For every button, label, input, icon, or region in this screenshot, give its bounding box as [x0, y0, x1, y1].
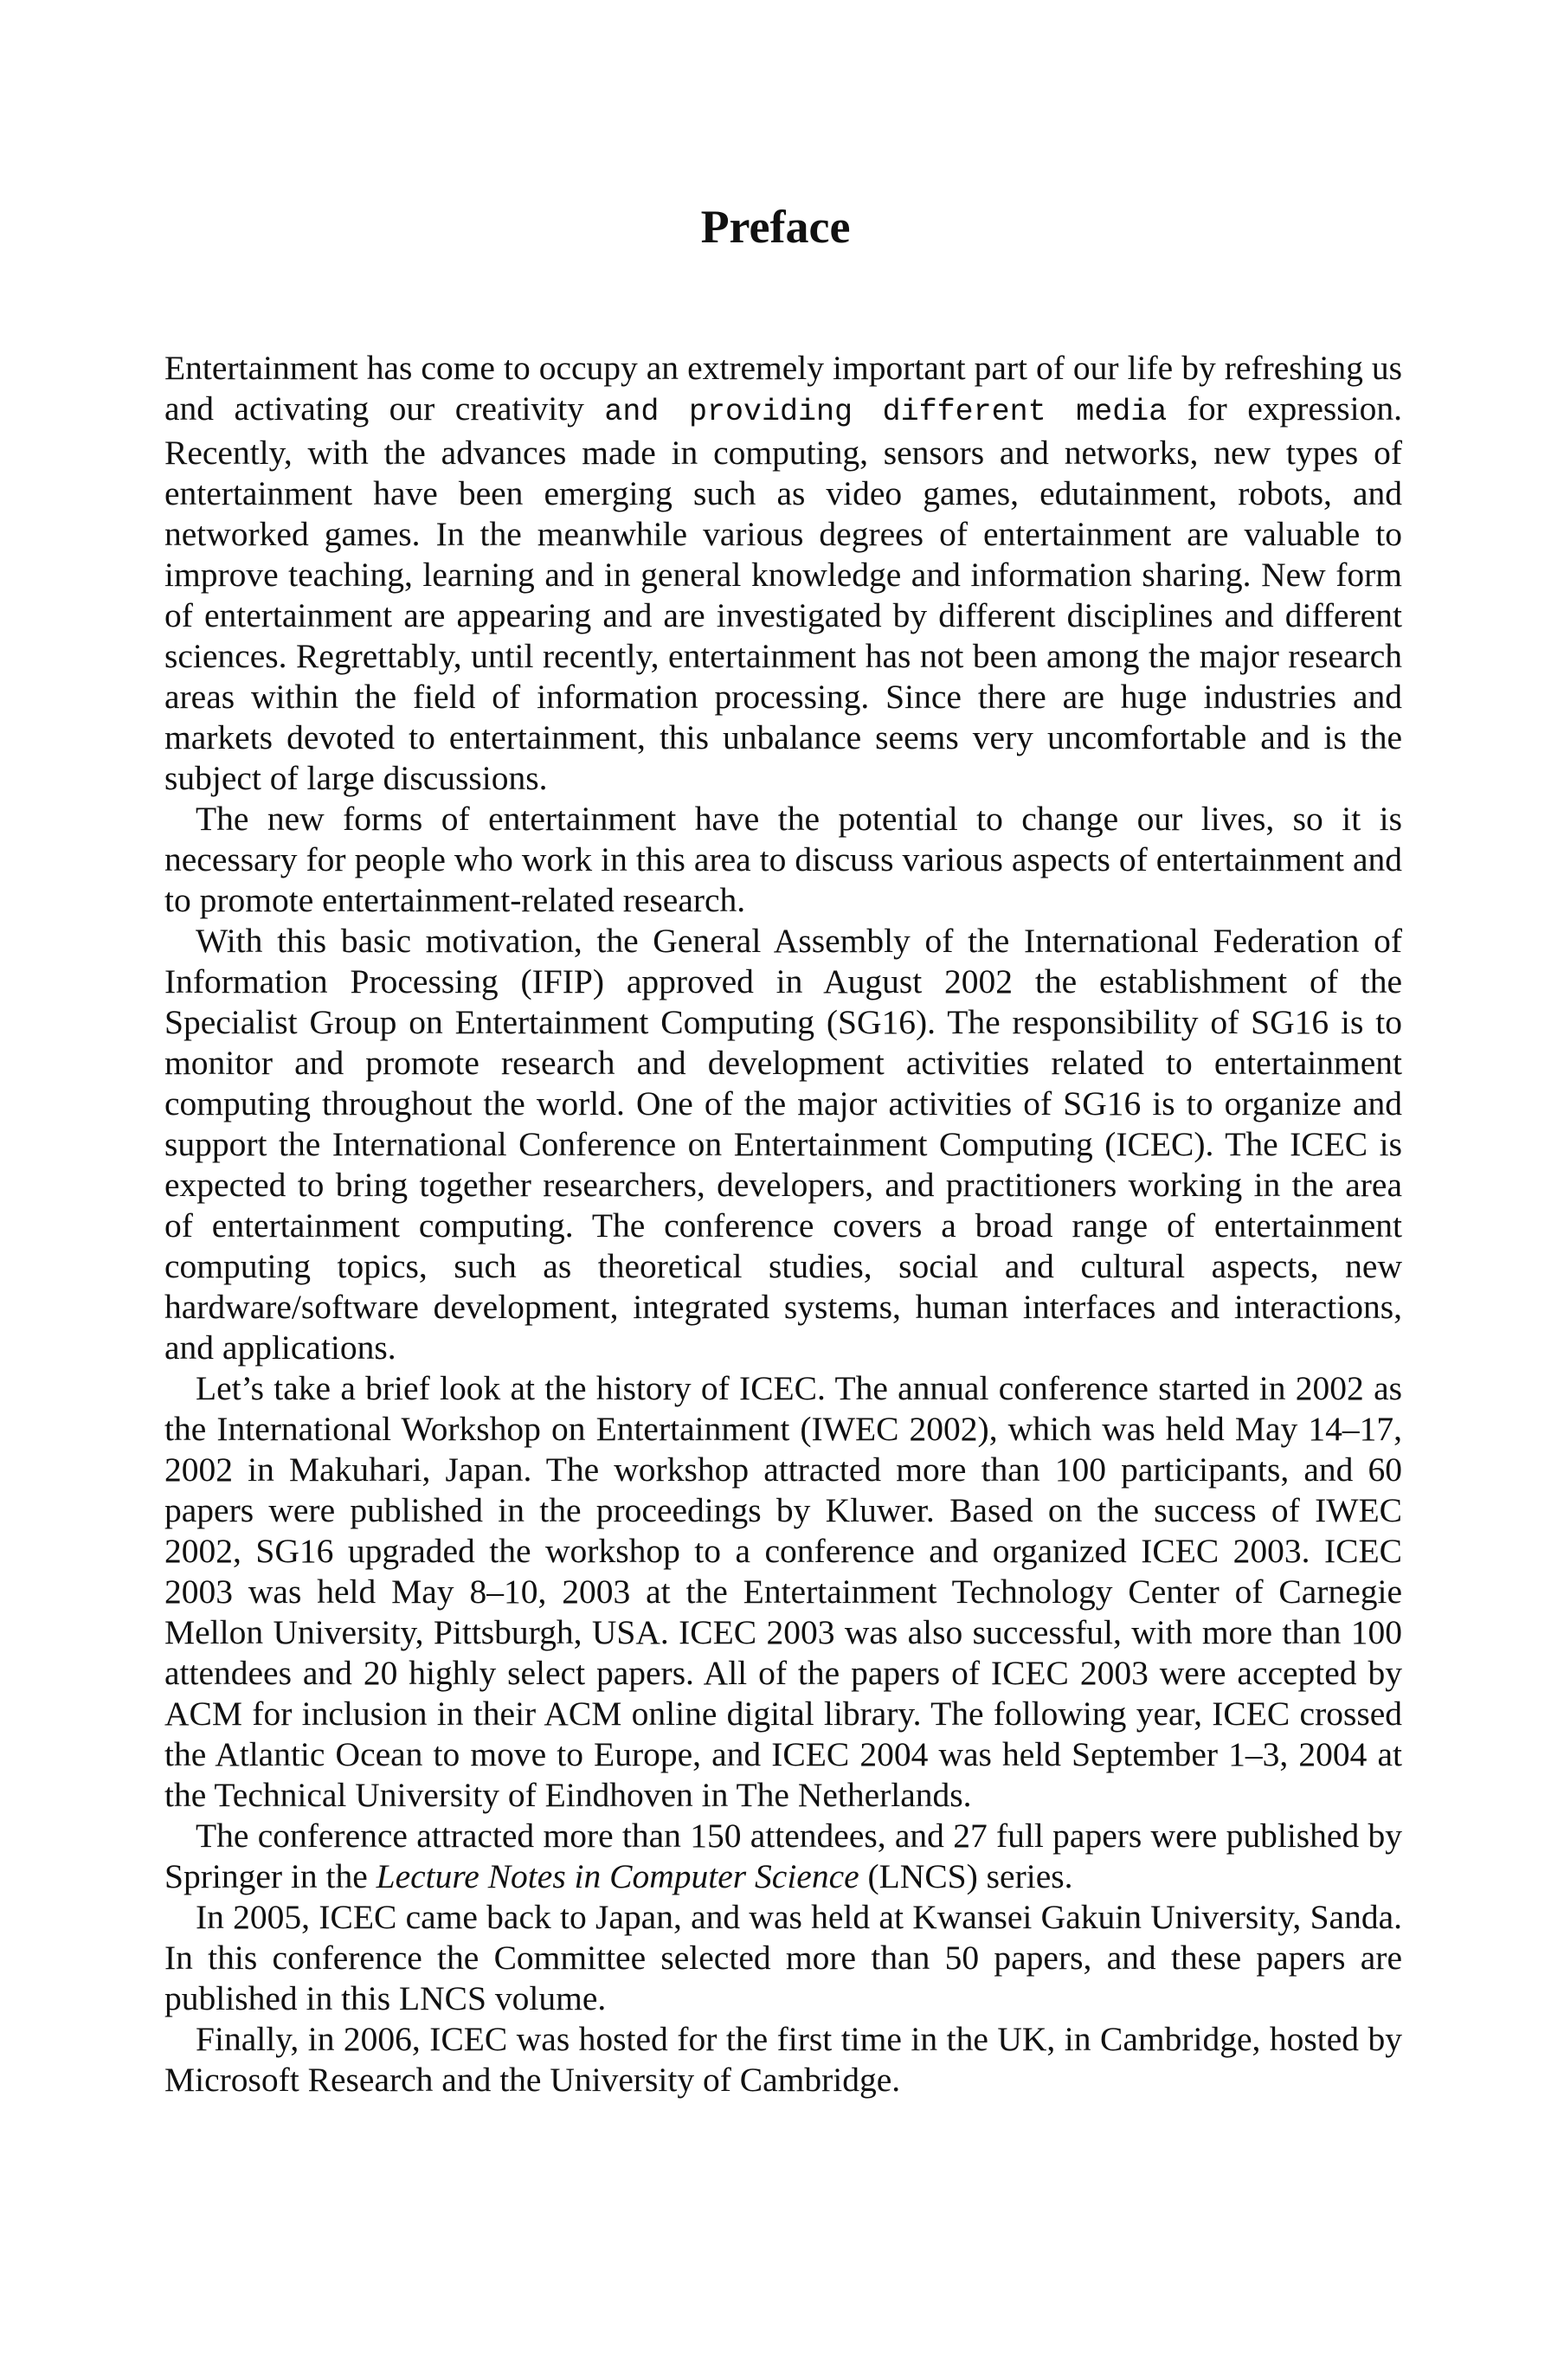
paragraph-1-text-b: for expression. Recently, with the advances made in computing, sensors and networks, new types of entertainment have been emerging such as video games, edutainment, robots, and networked games. In the meanwhile various degrees of entertainment are valuable to improve teaching, learning and in general knowledge and information sharing. New form of entertainment are appearing and are investigated by different disciplines and different sciences. Regrettably, until recently, entertainment has not been among the major research areas within the field of information processing. Since there are huge industries and markets devoted to entertainment, this unbalance seems very uncomfortable and is the subject of large discussions.	[164, 389, 1403, 797]
paragraph-6: In 2005, ICEC came back to Japan, and was held at Kwansei Gakuin University, Sanda. In this conference the Committee selected more than 50 papers, and these papers are published in this LNCS volume.	[164, 1898, 1402, 2017]
paragraph-5	[164, 1816, 1402, 1897]
paragraph-5-text-b: (LNCS) series.	[859, 1857, 1073, 1895]
page-title: Preface	[700, 201, 851, 253]
paragraph-4: Let’s take a brief look at the history of ICEC. The annual conference started in 2002 as the International Workshop on Entertainment (IWEC 2002), which was held May 14–17, 2002 in Makuhari, Japan. The workshop attracted more than 100 participants, and 60 papers were published in the proceedings by Kluwer. Based on the success of IWEC 2002, SG16 upgraded the workshop to a conference and organized ICEC 2003. ICEC 2003 was held May 8–10, 2003 at the Entertainment Technology Center of Carnegie Mellon University, Pittsburgh, USA. ICEC 2003 was also successful, with more than 100 attendees and 20 highly select papers. All of the papers of ICEC 2003 were accepted by ACM for inclusion in their ACM online digital library. The following year, ICEC crossed the Atlantic Ocean to move to Europe, and ICEC 2004 was held September 1–3, 2004 at the Technical University of Eindhoven in The Netherlands.	[164, 1369, 1402, 1814]
preface-body	[164, 348, 1402, 2100]
paragraph-2: The new forms of entertainment have the potential to change our lives, so it is necessary for people who work in this area to discuss various aspects of entertainment and to promote entertainment-related research.	[164, 800, 1402, 919]
paragraph-1-monospace-text: and providing different media	[604, 395, 1168, 429]
paragraph-1-text-a: Entertainment has come to occupy an extremely important part of our life by refreshing us and activating our creativity	[164, 349, 1402, 428]
paragraph-3: With this basic motivation, the General Assembly of the International Federation of Information Processing (IFIP) approved in August 2002 the establishment of the Specialist Group on Entertainment Computing (SG16). The responsibility of SG16 is to monitor and promote research and development activities related to entertainment computing throughout the world. One of the major activities of SG16 is to organize and support the International Conference on Entertainment Computing (ICEC). The ICEC is expected to bring together researchers, developers, and practitioners working in the area of entertainment computing. The conference covers a broad range of entertainment computing topics, such as theoretical studies, social and cultural aspects, new hardware/software development, integrated systems, human interfaces and interactions, and applications.	[164, 922, 1402, 1367]
paragraph-7: Finally, in 2006, ICEC was hosted for the first time in the UK, in Cambridge, hosted by Microsoft Research and the University of Cambridge.	[164, 2020, 1402, 2099]
paragraph-1	[164, 348, 1402, 799]
lncs-series-title: Lecture Notes in Computer Science	[376, 1857, 859, 1895]
paragraph-5-text-a: The conference attracted more than 150 attendees, and 27 full papers were published by Springer in the	[164, 1817, 1402, 1895]
